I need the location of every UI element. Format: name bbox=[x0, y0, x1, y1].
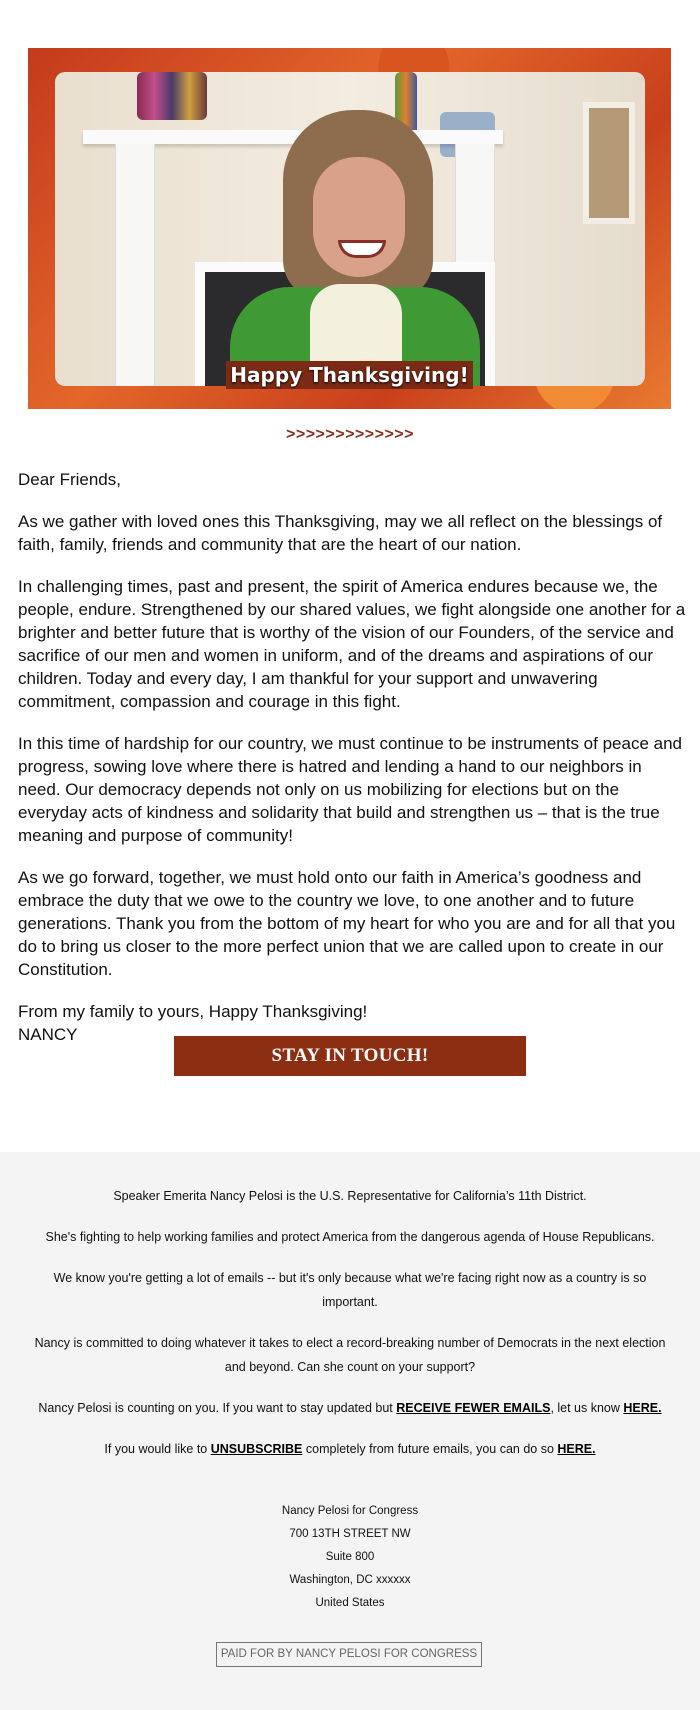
wall-picture bbox=[583, 102, 635, 224]
unsub-prefix: If you would like to bbox=[104, 1442, 211, 1456]
unsubscribe-here-link[interactable]: HERE. bbox=[557, 1442, 596, 1456]
hero-image bbox=[28, 48, 671, 409]
unsubscribe-line bbox=[30, 1437, 670, 1461]
address-line: United States bbox=[315, 1597, 385, 1609]
footer bbox=[0, 1152, 700, 1710]
footer-line: We know you're getting a lot of emails -- but it's only because what we're facing right now as a country is so important. bbox=[53, 1271, 647, 1309]
footer-line: She's fighting to help working families and protect America from the dangerous agenda of House Republicans. bbox=[45, 1230, 655, 1244]
receive-fewer-emails-link[interactable]: RECEIVE FEWER EMAILS bbox=[396, 1401, 551, 1415]
mantel-pillar bbox=[115, 144, 155, 386]
decor-vases bbox=[137, 72, 207, 120]
unsub-middle: completely from future emails, you can do so bbox=[302, 1442, 558, 1456]
address-line: Washington, DC xxxxxx bbox=[289, 1574, 411, 1586]
paid-for-disclaimer: PAID FOR BY NANCY PELOSI FOR CONGRESS bbox=[216, 1642, 482, 1667]
fewer-middle: , let us know bbox=[550, 1401, 624, 1415]
letter-paragraph: In challenging times, past and present, the spirit of America endures because we, the people, endure. Strengthened by our shared values, we fight alongside one another for a brighter and better future that is worthy of the vision of our Founders, of the service and sacrifice of our men and women in uniform, and of the dreams and aspirations of our children. Today and every day, I am thankful for your support and unwavering commitment, compassion and courage in this fight. bbox=[18, 577, 686, 711]
letter-body bbox=[18, 468, 688, 1046]
letter-paragraph: As we gather with loved ones this Thanksgiving, may we all reflect on the blessings of faith, family, friends and community that are the heart of our nation. bbox=[18, 512, 663, 554]
hero-caption-text: Happy Thanksgiving! bbox=[226, 361, 472, 389]
divider-arrows: >>>>>>>>>>>>> bbox=[286, 426, 414, 443]
fewer-emails-here-link[interactable]: HERE. bbox=[623, 1401, 662, 1415]
fewer-emails-line bbox=[30, 1396, 670, 1420]
mailing-address bbox=[0, 1500, 700, 1615]
person-face bbox=[313, 157, 405, 277]
unsubscribe-link[interactable]: UNSUBSCRIBE bbox=[210, 1442, 303, 1456]
signature: NANCY bbox=[18, 1025, 78, 1044]
letter-paragraph: As we go forward, together, we must hold onto our faith in America’s goodness and embrace the duty that we owe to the country we love, to one another and to future generations. Thank you from the bottom of my heart for who you are and for all that you do to bring us closer to the more perfect union that we are called upon to create in our Constitution. bbox=[18, 868, 676, 979]
address-line: Suite 800 bbox=[325, 1551, 375, 1563]
address-line: 700 13TH STREET NW bbox=[289, 1528, 411, 1540]
video-frame bbox=[55, 72, 645, 386]
greeting: Dear Friends, bbox=[18, 470, 121, 489]
fewer-prefix: Nancy Pelosi is counting on you. If you want to stay updated but bbox=[38, 1401, 397, 1415]
hero-caption bbox=[28, 361, 671, 389]
letter-paragraph: In this time of hardship for our country, we must continue to be instruments of peace and progress, sowing love where there is hatred and lending a hand to our neighbors in need. Our democracy depends not only on us mobilizing for elections but on the everyday acts of kindness and solidarity that build and strengthen us – that is the true meaning and purpose of community! bbox=[18, 734, 682, 845]
footer-messages bbox=[30, 1184, 670, 1478]
stay-in-touch-button[interactable]: STAY IN TOUCH! bbox=[174, 1036, 526, 1076]
closing-line: From my family to yours, Happy Thanksgiving! bbox=[18, 1002, 368, 1021]
footer-line: Speaker Emerita Nancy Pelosi is the U.S. Representative for California’s 11th District. bbox=[113, 1189, 587, 1203]
address-line: Nancy Pelosi for Congress bbox=[281, 1505, 419, 1517]
footer-line: Nancy is committed to doing whatever it takes to elect a record-breaking number of Democrats in the next election and beyond. Can she count on your support? bbox=[34, 1336, 666, 1374]
